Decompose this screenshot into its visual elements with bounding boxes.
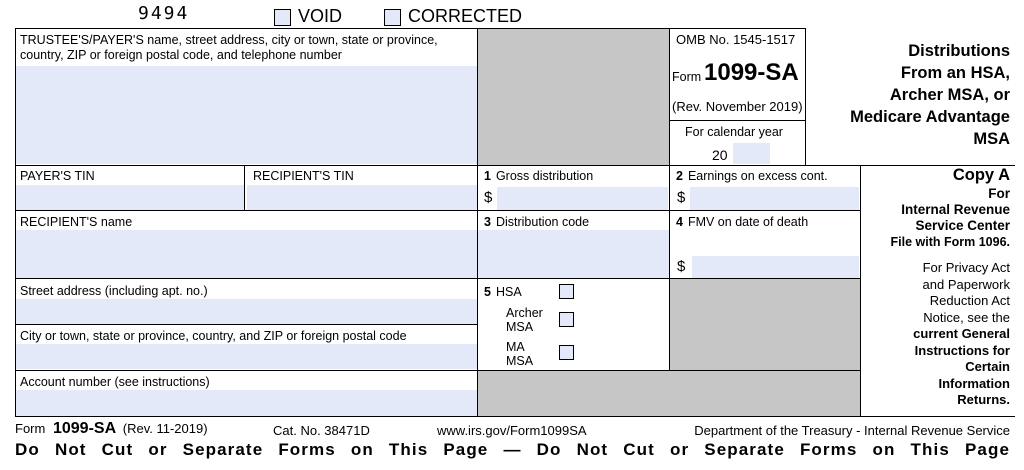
void-checkbox[interactable] — [274, 9, 291, 26]
rule-omb — [670, 120, 805, 121]
footer-dept: Department of the Treasury - Internal Revenue Service — [694, 423, 1010, 438]
copy-for: For — [988, 186, 1010, 201]
rule-v-244 — [244, 165, 245, 210]
box4-field[interactable] — [692, 256, 859, 278]
box4-number: 4 — [676, 215, 683, 229]
calendar-year-field[interactable] — [733, 143, 770, 164]
copy-a-block — [891, 186, 1010, 250]
corrected-checkbox[interactable] — [384, 9, 401, 26]
footer-rev: (Rev. 11-2019) — [122, 421, 208, 436]
box1-text: Gross distribution — [495, 169, 594, 183]
box2-text: Earnings on excess cont. — [687, 169, 828, 183]
privacy-line-1: For Privacy Act — [922, 260, 1010, 275]
form-title — [850, 40, 1010, 150]
year-prefix: 20 — [712, 147, 728, 163]
street-field[interactable] — [15, 299, 477, 324]
payer-label-1: TRUSTEE'S/PAYER'S name, street address, city or town, state or province, — [20, 33, 438, 47]
ma-msa-checkbox[interactable] — [559, 345, 574, 360]
copy-irs-1: Internal Revenue — [901, 202, 1010, 217]
archer-msa-checkbox[interactable] — [559, 312, 574, 327]
box1-number: 1 — [484, 169, 491, 183]
archer-msa-label — [506, 306, 543, 334]
form-id-code: 9494 — [138, 3, 190, 24]
void-label: VOID — [298, 6, 343, 26]
hsa-checkbox[interactable] — [559, 284, 574, 299]
bold-line-5: Returns. — [957, 392, 1010, 407]
title-line-2: From an HSA, — [900, 64, 1010, 82]
copy-file: File with Form 1096. — [890, 235, 1010, 249]
calendar-year-label: For calendar year — [685, 125, 783, 139]
do-not-cut-banner: Do Not Cut or Separate Forms on This Page — Do Not Cut or Separate Forms on This Page — [15, 440, 1010, 459]
recipient-name-field[interactable] — [15, 230, 477, 278]
box2-field[interactable] — [690, 187, 859, 210]
rule-r4 — [15, 324, 477, 325]
bold-line-1: current General — [913, 326, 1010, 341]
box4-label — [676, 215, 808, 229]
bold-line-3: Certain — [965, 359, 1010, 374]
form-revision: (Rev. November 2019) — [672, 99, 803, 114]
rule-v-477 — [477, 28, 478, 416]
rule-v-left — [15, 28, 16, 416]
form-word: Form — [672, 70, 702, 84]
ma-line-1: MA — [506, 340, 525, 354]
rule-r3 — [15, 278, 860, 279]
privacy-line-2: and Paperwork — [922, 276, 1010, 292]
footer-url: www.irs.gov/Form1099SA — [437, 423, 587, 438]
box1-dollar: $ — [484, 189, 493, 206]
footer-form — [15, 420, 208, 438]
box2-number: 2 — [676, 169, 683, 183]
city-field[interactable] — [15, 344, 477, 369]
account-number-field[interactable] — [15, 390, 477, 416]
copy-irs-2: Service Center — [915, 218, 1010, 233]
copy-a-title: Copy A — [952, 166, 1010, 184]
city-label: City or town, state or province, country, and ZIP or foreign postal code — [20, 329, 407, 343]
rule-bottom — [15, 416, 1015, 417]
shaded-area-mid — [670, 279, 860, 370]
rule-v-860 — [860, 165, 861, 416]
title-line-5: MSA — [973, 130, 1010, 148]
box3-field[interactable] — [478, 230, 669, 278]
box3-number: 3 — [484, 215, 491, 229]
rule-r1 — [15, 165, 1015, 166]
box1-label — [484, 169, 593, 183]
form-number: 1099-SA — [704, 59, 799, 86]
archer-line-2: MSA — [506, 320, 534, 334]
rule-top — [15, 28, 805, 29]
box2-dollar: $ — [677, 189, 686, 206]
ma-msa-label — [506, 340, 533, 368]
title-line-3: Archer MSA, or — [889, 86, 1010, 104]
footer-cat: Cat. No. 38471D — [273, 423, 370, 438]
ma-line-2: MSA — [506, 354, 534, 368]
rule-r2 — [15, 210, 860, 211]
box3-text: Distribution code — [495, 215, 590, 229]
recipient-tin-field[interactable] — [247, 185, 477, 210]
rule-v-805 — [805, 28, 806, 165]
shaded-area-bottom — [478, 370, 860, 416]
payer-label-2: country, ZIP or foreign postal code, and telephone number — [20, 48, 342, 62]
rule-v-669 — [669, 28, 670, 370]
corrected-label: CORRECTED — [408, 6, 523, 26]
box4-text: FMV on date of death — [687, 215, 809, 229]
street-label: Street address (including apt. no.) — [20, 284, 208, 298]
box5-number: 5 — [484, 285, 491, 299]
archer-line-1: Archer — [506, 306, 543, 320]
box3-label — [484, 215, 589, 229]
shaded-area-top — [478, 29, 669, 165]
footer-form-word: Form — [15, 421, 46, 436]
recipient-name-label: RECIPIENT'S name — [20, 215, 133, 229]
box2-label — [676, 169, 828, 183]
footer-form-number: 1099-SA — [52, 420, 117, 437]
privacy-line-3: Reduction Act — [929, 293, 1010, 308]
payer-tin-label: PAYER'S TIN — [20, 169, 95, 183]
payer-tin-field[interactable] — [15, 185, 244, 210]
box4-dollar: $ — [677, 258, 686, 275]
recipient-tin-label: RECIPIENT'S TIN — [253, 169, 354, 183]
omb-number: OMB No. 1545-1517 — [676, 32, 796, 47]
rule-r5 — [15, 370, 860, 371]
payer-info-field[interactable] — [15, 66, 477, 164]
bold-line-4: Information — [938, 375, 1010, 391]
account-label: Account number (see instructions) — [20, 375, 210, 389]
privacy-line-4: Notice, see the — [923, 309, 1010, 325]
copy-privacy-block — [913, 260, 1010, 409]
box1-field[interactable] — [497, 187, 668, 210]
title-line-4: Medicare Advantage — [850, 108, 1010, 126]
title-line-1: Distributions — [908, 42, 1010, 60]
box5-hsa-text: HSA — [495, 285, 522, 299]
box5-label — [484, 285, 522, 299]
bold-line-2: Instructions for — [914, 342, 1010, 358]
